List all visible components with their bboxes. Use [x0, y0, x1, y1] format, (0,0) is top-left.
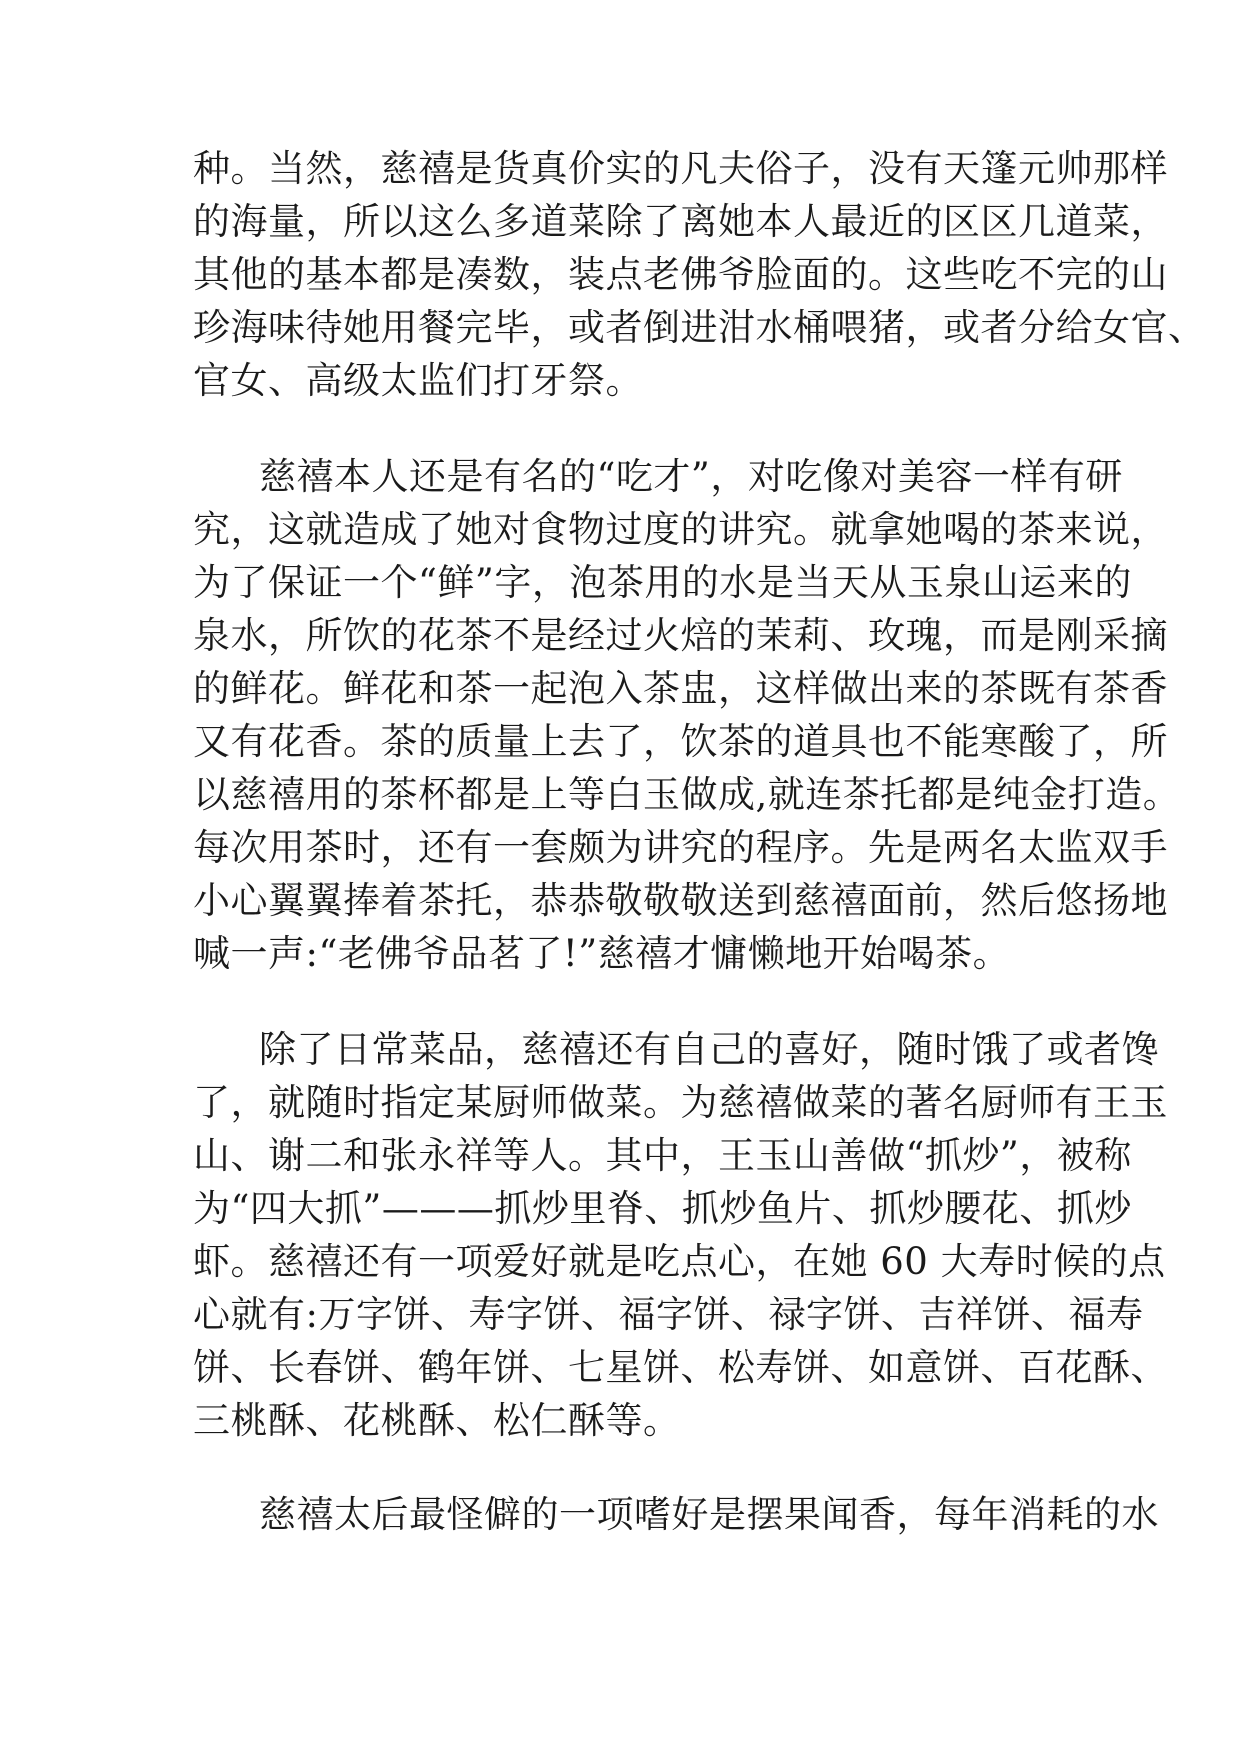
text-line: 为“四大抓”———抓炒里脊、抓炒鱼片、抓炒腰花、抓炒 — [193, 1187, 1132, 1230]
text-line: 心就有:万字饼、寿字饼、福字饼、禄字饼、吉祥饼、福寿 — [193, 1293, 1144, 1336]
text-line: 其他的基本都是凑数，装点老佛爷脸面的。这些吃不完的山 — [193, 253, 1168, 296]
text-line: 种。当然，慈禧是货真价实的凡夫俗子，没有天篷元帅那样 — [193, 147, 1168, 190]
text-line: 的鲜花。鲜花和茶一起泡入茶盅，这样做出来的茶既有茶香 — [193, 667, 1168, 710]
text-line: 每次用茶时，还有一套颇为讲究的程序。先是两名太监双手 — [193, 826, 1168, 869]
text-line: 又有花香。茶的质量上去了，饮茶的道具也不能寒酸了，所 — [193, 720, 1168, 763]
text-line: 官女、高级太监们打牙祭。 — [193, 359, 643, 402]
paragraph-first-line: 慈禧本人还是有名的“吃才”，对吃像对美容一样有研 — [259, 455, 1123, 498]
text-line: 的海量，所以这么多道菜除了离她本人最近的区区几道菜， — [193, 200, 1168, 243]
paragraph-first-line: 慈禧太后最怪僻的一项嗜好是摆果闻香，每年消耗的水 — [259, 1493, 1159, 1536]
text-line: 虾。慈禧还有一项爱好就是吃点心，在她 60 大寿时候的点 — [193, 1240, 1166, 1283]
text-line: 以慈禧用的茶杯都是上等白玉做成,就连茶托都是纯金打造。 — [193, 773, 1181, 816]
paragraph-first-line: 除了日常菜品，慈禧还有自己的喜好，随时饿了或者馋 — [259, 1028, 1159, 1071]
text-line: 珍海味待她用餐完毕，或者倒进泔水桶喂猪，或者分给女官、 — [193, 306, 1206, 349]
text-line: 小心翼翼捧着茶托，恭恭敬敬敬送到慈禧面前，然后悠扬地 — [193, 879, 1168, 922]
text-line: 泉水，所饮的花茶不是经过火焙的茉莉、玫瑰，而是刚采摘 — [193, 614, 1168, 657]
text-line: 为了保证一个“鲜”字，泡茶用的水是当天从玉泉山运来的 — [193, 561, 1132, 604]
text-line: 喊一声:“老佛爷品茗了!”慈禧才慵懒地开始喝茶。 — [193, 932, 1011, 975]
text-line: 饼、长春饼、鹤年饼、七星饼、松寿饼、如意饼、百花酥、 — [193, 1346, 1168, 1389]
text-line: 山、谢二和张永祥等人。其中，王玉山善做“抓炒”，被称 — [193, 1134, 1132, 1177]
text-line: 究，这就造成了她对食物过度的讲究。就拿她喝的茶来说， — [193, 508, 1168, 551]
text-line: 了，就随时指定某厨师做菜。为慈禧做菜的著名厨师有王玉 — [193, 1081, 1168, 1124]
text-line: 三桃酥、花桃酥、松仁酥等。 — [193, 1399, 681, 1442]
